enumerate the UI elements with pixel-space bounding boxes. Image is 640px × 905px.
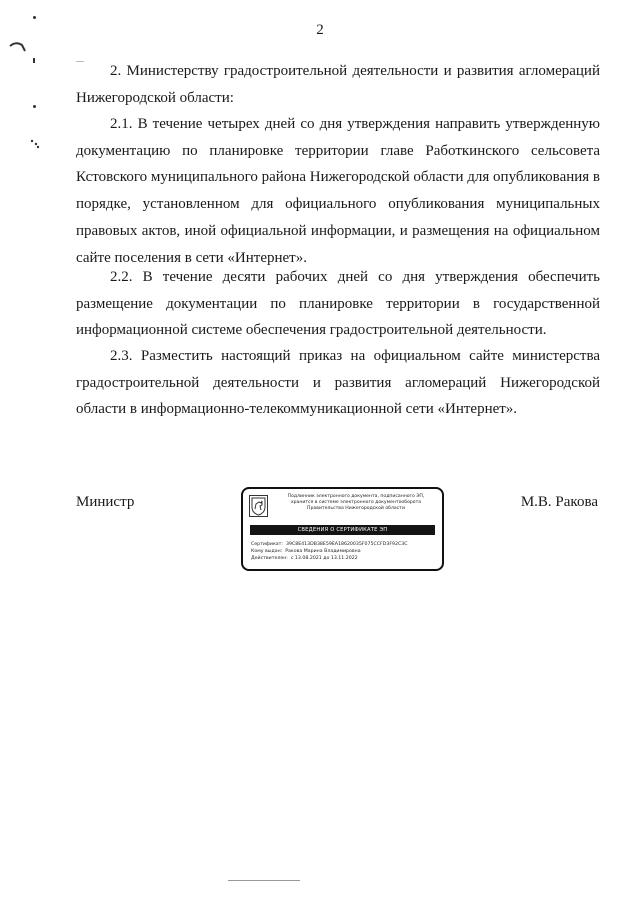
stamp-header-line: Подлинник электронного документа, подписанного ЭП,	[287, 494, 425, 499]
scan-artifact-line	[228, 880, 300, 881]
region-coat-of-arms-icon	[249, 495, 268, 517]
scan-artifact	[76, 61, 84, 62]
scan-artifact-dots-icon	[29, 138, 41, 150]
paragraph-2-2: 2.2. В течение десяти рабочих дней со дня утверждения обеспечить размещение документации по планировке территории в государственной информационной системе обеспечения градостроительной деятельности.	[76, 269, 600, 339]
stamp-header	[271, 494, 441, 512]
paragraph-2-1: 2.1. В течение четырех дней со дня утверждения направить утвержденную документацию по планировке территории главе Работкинского сельсовета Кстовского муниципального района Нижегородской области для опубликования в порядке, установленном для официального опубликования муниципальных правовых актов, иной официальной информации, и размещения на официальном сайте поселения в сети «Интернет».	[76, 116, 601, 266]
scan-artifact	[33, 16, 36, 19]
stamp-header-line: хранится в системе электронного документооборота	[290, 500, 422, 506]
signer-name: М.В. Ракова	[520, 494, 598, 510]
page-number: 2	[316, 22, 324, 38]
valid-value: с 13.08.2021 до 13.11.2022	[290, 556, 358, 561]
certificate-value: 39C8E413DB38E59EA18620035F075CCFD3F92C3C	[285, 542, 408, 547]
stamp-header-line: Правительства Нижегородской области	[307, 506, 405, 512]
certificate-label: Сертификат:	[251, 542, 283, 547]
signer-title: Министр	[76, 494, 135, 510]
electronic-signature-stamp	[241, 487, 444, 571]
paragraph-2-3: 2.3. Разместить настоящий приказ на официальном сайте министерства градостроительной деятельности и развития агломераций Нижегородской области в информационно-телекоммуникационной сети «Интернет».	[76, 348, 600, 418]
issued-to-label: Кому выдан:	[251, 549, 283, 554]
paragraph-2: 2. Министерству градостроительной деятельности и развития агломераций Нижегородской области:	[76, 63, 600, 106]
scan-artifact	[33, 58, 35, 63]
issued-to-value: Ракова Марина Владимировна	[285, 549, 361, 554]
stamp-certificate-info	[251, 541, 439, 562]
stamp-issued-to-row	[251, 548, 439, 555]
valid-label: Действителен:	[251, 556, 288, 561]
scan-artifact	[33, 105, 36, 108]
stamp-band-title: СВЕДЕНИЯ О СЕРТИФИКАТЕ ЭП	[250, 525, 435, 535]
stamp-certificate-row	[251, 541, 439, 548]
stamp-valid-row	[251, 555, 439, 562]
scan-artifact-curl-icon	[8, 40, 28, 54]
